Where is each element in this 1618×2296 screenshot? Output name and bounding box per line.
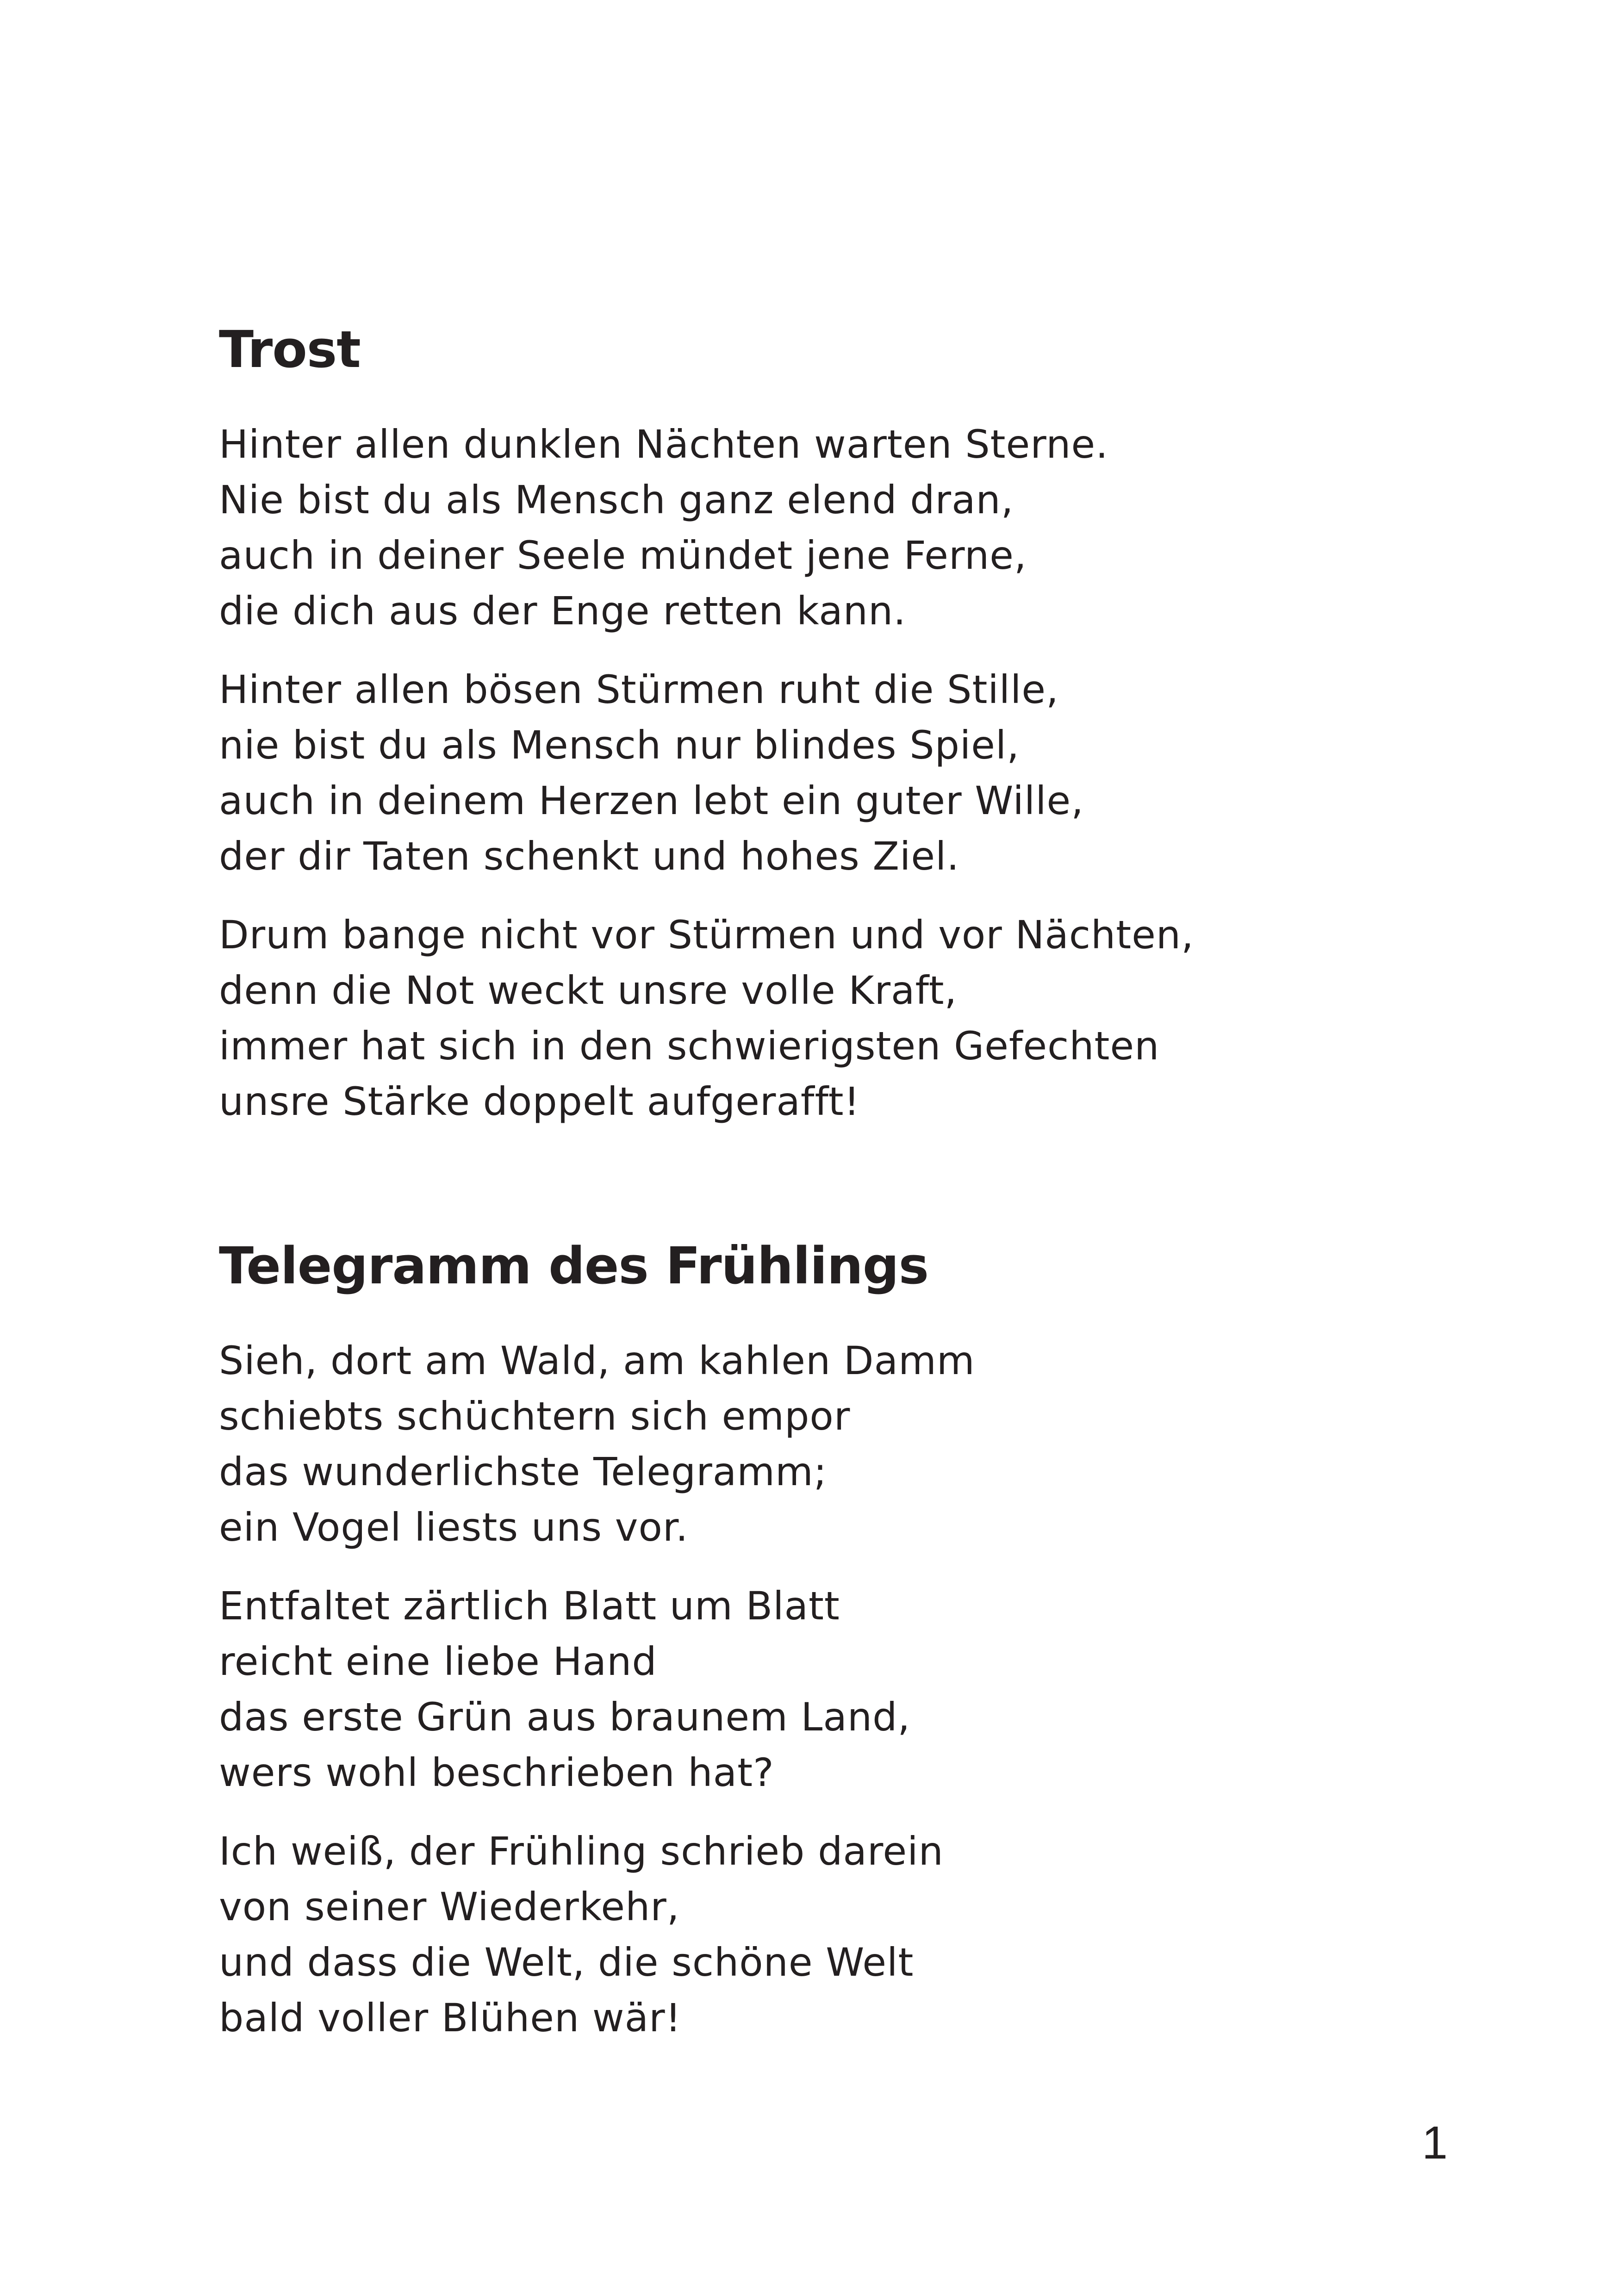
verse-line: Ich weiß, der Frühling schrieb darein xyxy=(219,1829,944,1874)
verse-line: immer hat sich in den schwierigsten Gefechten xyxy=(219,1023,1160,1069)
stanza xyxy=(219,417,1194,639)
poem-trost xyxy=(219,315,1194,1152)
verse-line: Entfaltet zärtlich Blatt um Blatt xyxy=(219,1583,840,1629)
poem-telegramm-des-fruehlings xyxy=(219,1231,975,2069)
verse-line: auch in deiner Seele mündet jene Ferne, xyxy=(219,533,1027,578)
poem-title: Trost xyxy=(219,320,361,379)
page-number: 1 xyxy=(1422,2117,1448,2169)
verse-line: von seiner Wiederkehr, xyxy=(219,1884,680,1929)
verse-line: reicht eine liebe Hand xyxy=(219,1639,657,1684)
verse-line: nie bist du als Mensch nur blindes Spiel, xyxy=(219,722,1020,768)
verse-line: das wunderlichste Telegramm; xyxy=(219,1449,828,1494)
stanza xyxy=(219,1578,975,1800)
verse-line: bald voller Blühen wär! xyxy=(219,1995,682,2041)
verse-line: denn die Not weckt unsre volle Kraft, xyxy=(219,968,958,1013)
verse-line: und dass die Welt, die schöne Welt xyxy=(219,1940,914,1985)
poem-title: Telegramm des Frühlings xyxy=(219,1236,929,1295)
stanza xyxy=(219,1333,975,1555)
verse-line: schiebts schüchtern sich empor xyxy=(219,1394,851,1439)
verse-line: Hinter allen bösen Stürmen ruht die Stille, xyxy=(219,667,1059,712)
verse-line: ein Vogel liests uns vor. xyxy=(219,1505,689,1550)
verse-line: auch in deinem Herzen lebt ein guter Wille, xyxy=(219,778,1084,823)
verse-line: Sieh, dort am Wald, am kahlen Damm xyxy=(219,1338,975,1383)
verse-line: das erste Grün aus braunem Land, xyxy=(219,1694,911,1740)
verse-line: Hinter allen dunklen Nächten warten Sterne. xyxy=(219,422,1108,467)
verse-line: die dich aus der Enge retten kann. xyxy=(219,588,906,634)
stanza xyxy=(219,907,1194,1129)
stanza xyxy=(219,662,1194,884)
verse-line: Nie bist du als Mensch ganz elend dran, xyxy=(219,477,1014,523)
verse-line: wers wohl beschrieben hat? xyxy=(219,1750,774,1795)
stanza xyxy=(219,1823,975,2046)
verse-line: Drum bange nicht vor Stürmen und vor Nächten, xyxy=(219,912,1194,958)
verse-line: der dir Taten schenkt und hohes Ziel. xyxy=(219,834,960,879)
verse-line: unsre Stärke doppelt aufgerafft! xyxy=(219,1079,860,1124)
